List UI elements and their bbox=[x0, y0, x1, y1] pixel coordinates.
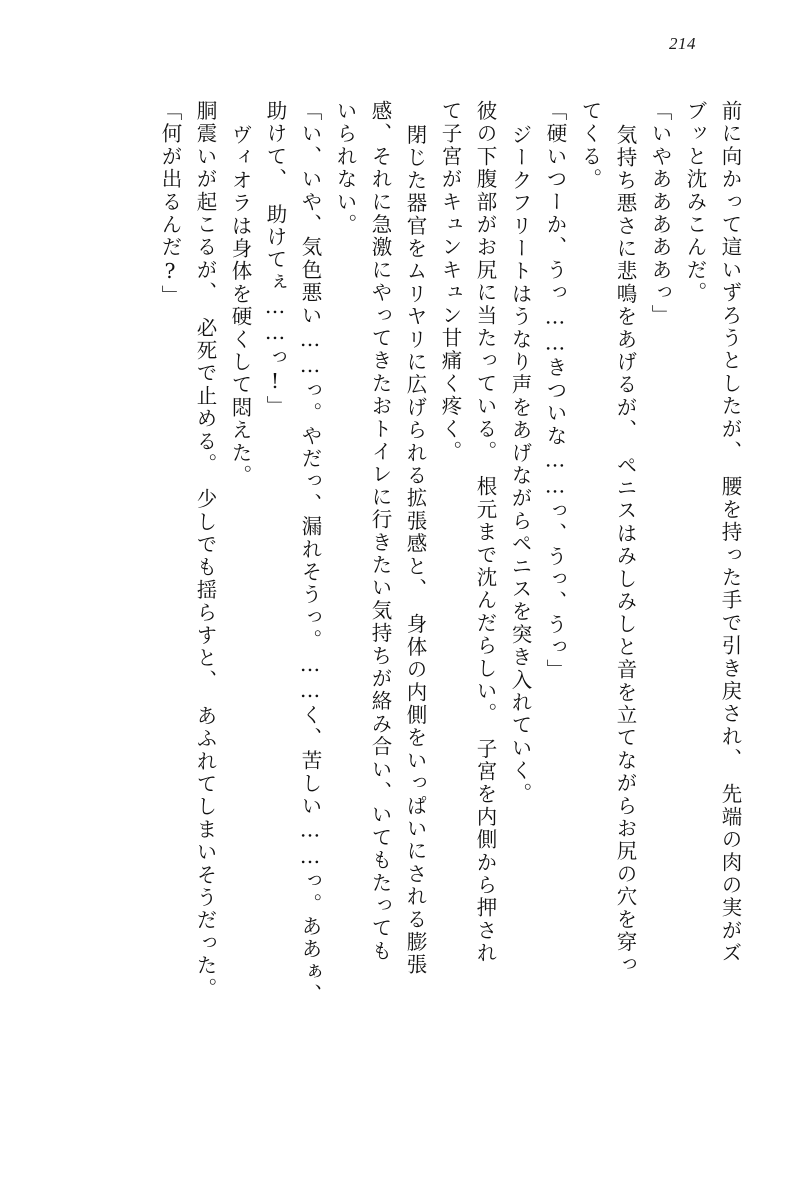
text-line: 「何が出るんだ?」 bbox=[158, 100, 182, 308]
text-line: 胴震いが起こるが、 必死で止める。 少しでも揺らすと、 あふれてしまいそうだった。 bbox=[193, 100, 217, 1000]
text-line: ジークフリートはうなり声をあげながらペニスを突き入れていく。 bbox=[508, 124, 532, 805]
text-line: いられない。 bbox=[333, 100, 357, 237]
text-line: 「硬いつーか、うっ……きついな……っ、うっ、うっ」 bbox=[543, 100, 567, 682]
text-line: ブッと沈みこんだ。 bbox=[683, 100, 707, 305]
text-line: 助けて、 助けてぇ……っ!」 bbox=[263, 100, 287, 419]
text-line: 彼の下腹部がお尻に当たっている。 根元まで沈んだらしい。 子宮を内側から押され bbox=[473, 100, 497, 965]
page-number: 214 bbox=[669, 34, 696, 53]
text-line: 閉じた器官をムリヤリに広げられる拡張感と、 身体の内側をいっぱいにされる膨張 bbox=[403, 124, 427, 977]
text-line: 気持ち悪さに悲鳴をあげるが、 ペニスはみしみしと音を立てながらお尻の穴を穿っ bbox=[613, 124, 637, 977]
text-line: 感、それに急激にやってきたおトイレに行きたい気持ちが絡み合い、いてもたっても bbox=[368, 100, 392, 963]
text-line: 「いやあああああっ」 bbox=[648, 100, 672, 327]
text-line: ヴィオラは身体を硬くして悶えた。 bbox=[228, 124, 252, 488]
text-line: てくる。 bbox=[578, 100, 602, 191]
text-line: 「い、いや、気色悪い……っ。やだっ、漏れそうっ。……く、苦しい……っ。ああぁ、 bbox=[298, 100, 322, 1007]
vertical-text-body bbox=[40, 100, 740, 1160]
text-line: て子宮がキュンキュン甘痛く疼く。 bbox=[438, 100, 462, 464]
text-line: 前に向かって這いずろうとしたが、 腰を持った手で引き戻され、 先端の肉の実がズ bbox=[718, 100, 742, 965]
